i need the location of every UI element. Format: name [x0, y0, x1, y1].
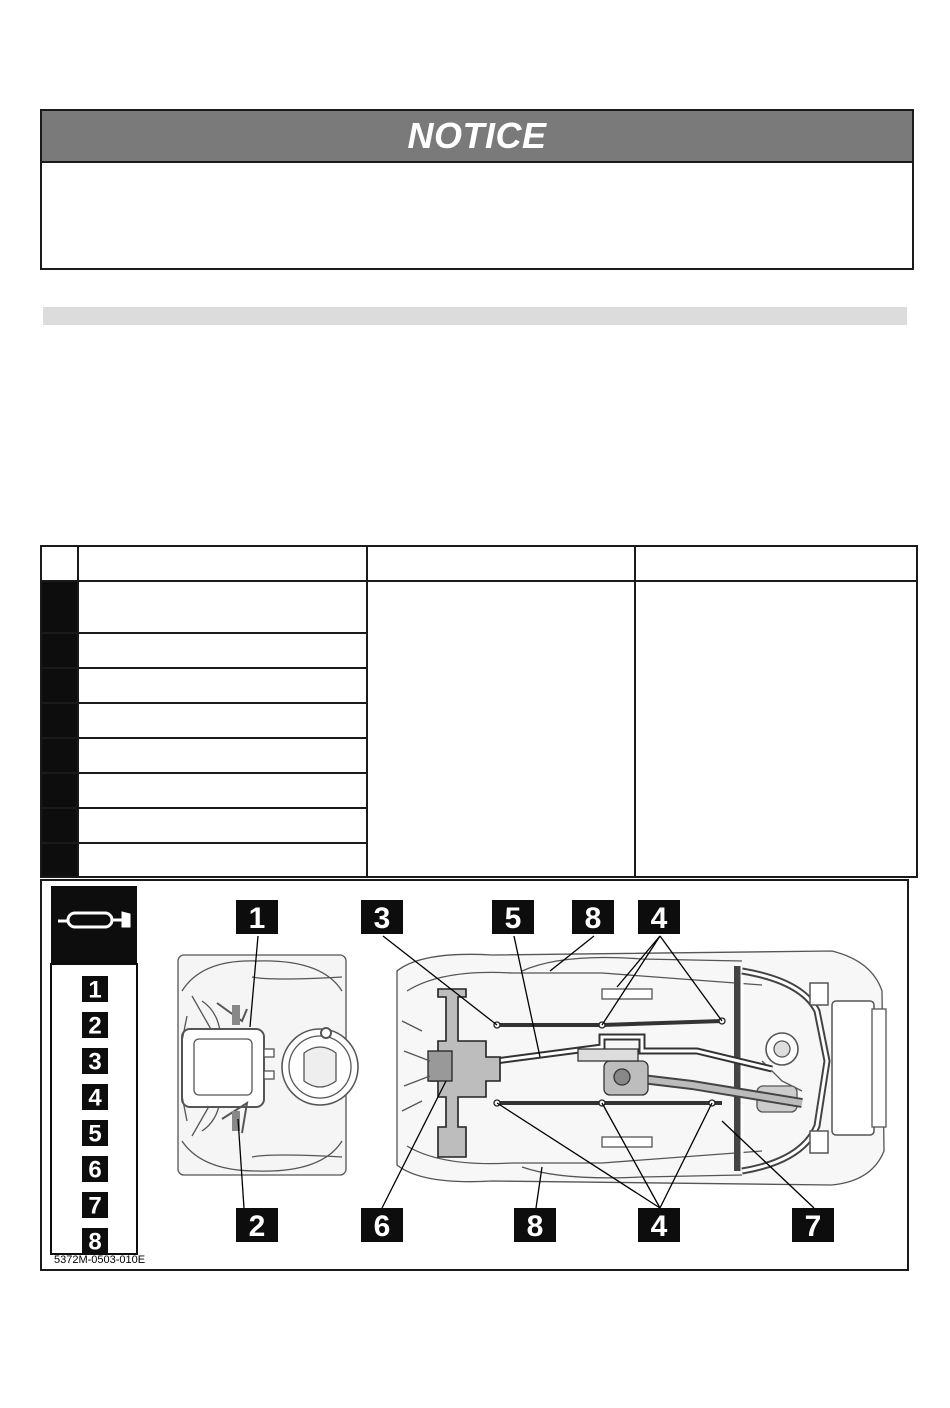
callout-label: 5: [504, 901, 522, 935]
callout-bottom-4: [638, 1208, 680, 1243]
callout-label: 4: [650, 901, 668, 935]
table-cell: [78, 581, 367, 633]
vehicle-front-view: [178, 955, 358, 1175]
table-cell: [78, 843, 367, 877]
legend-item-3: [82, 1048, 108, 1076]
callout-label: 6: [373, 1209, 391, 1243]
callout-label: 5: [88, 1120, 102, 1148]
callout-label: 4: [88, 1084, 102, 1112]
table-cell: [78, 633, 367, 668]
notice-body: [42, 163, 912, 268]
table-row: [41, 581, 917, 633]
legend-item-4: [82, 1084, 108, 1112]
callout-bottom-8: [514, 1208, 556, 1243]
table-cell: [78, 703, 367, 738]
table-header-cell: [367, 546, 635, 581]
callout-label: 3: [373, 901, 391, 935]
row-number-cell: [41, 633, 78, 668]
callout-label: 1: [248, 901, 266, 935]
row-number-cell: [41, 843, 78, 877]
callouts-bottom: [236, 1208, 834, 1243]
legend-item-2: [82, 1012, 108, 1040]
callout-bottom-6: [361, 1208, 403, 1243]
legend-panel: [51, 886, 137, 1256]
table-cell: [78, 808, 367, 843]
callout-label: 8: [526, 1209, 544, 1243]
section-divider-bar: [43, 307, 907, 325]
table-header-row: [41, 546, 917, 581]
table-cell: [78, 668, 367, 703]
row-number-cell: [41, 668, 78, 703]
vehicle-diagram-svg: [42, 881, 911, 1273]
table-cell: [78, 773, 367, 808]
callouts-top: [236, 900, 680, 935]
component-table: [40, 545, 918, 878]
row-number-cell: [41, 773, 78, 808]
callout-top-5: [492, 900, 534, 935]
legend-item-6: [82, 1156, 108, 1184]
callout-top-8: [572, 900, 614, 935]
row-number-cell: [41, 808, 78, 843]
callout-label: 2: [248, 1209, 266, 1243]
callout-label: 8: [584, 901, 602, 935]
callout-bottom-2: [236, 1208, 278, 1243]
legend-item-7: [82, 1192, 108, 1220]
callout-bottom-7: [792, 1208, 834, 1243]
legend-item-1: [82, 976, 108, 1004]
callout-label: 3: [88, 1048, 102, 1076]
table-header-cell: [635, 546, 917, 581]
callout-label: 4: [650, 1209, 668, 1243]
callout-top-3: [361, 900, 403, 935]
callout-top-1: [236, 900, 278, 935]
notice-header: [42, 111, 912, 163]
figure-code: 5372M-0503-010E: [54, 1254, 146, 1266]
callout-top-4: [638, 900, 680, 935]
table-header-cell: [41, 546, 78, 581]
callout-label: 7: [88, 1192, 102, 1220]
notice-box: [40, 109, 914, 270]
table-header-cell: [78, 546, 367, 581]
vehicle-top-view: [397, 951, 886, 1185]
notice-title: NOTICE: [407, 115, 547, 156]
callout-label: 6: [88, 1156, 102, 1184]
legend-item-5: [82, 1120, 108, 1148]
callout-label: 2: [88, 1012, 102, 1040]
row-number-cell: [41, 581, 78, 633]
callout-label: 1: [88, 976, 102, 1004]
table-cell: [78, 738, 367, 773]
row-number-cell: [41, 703, 78, 738]
vehicle-diagram: [40, 879, 909, 1271]
callout-label: 7: [804, 1209, 822, 1243]
table-cell: [367, 581, 635, 877]
table-cell: [635, 581, 917, 877]
callout-label: 8: [88, 1228, 102, 1256]
row-number-cell: [41, 738, 78, 773]
legend-item-8: [82, 1228, 108, 1256]
